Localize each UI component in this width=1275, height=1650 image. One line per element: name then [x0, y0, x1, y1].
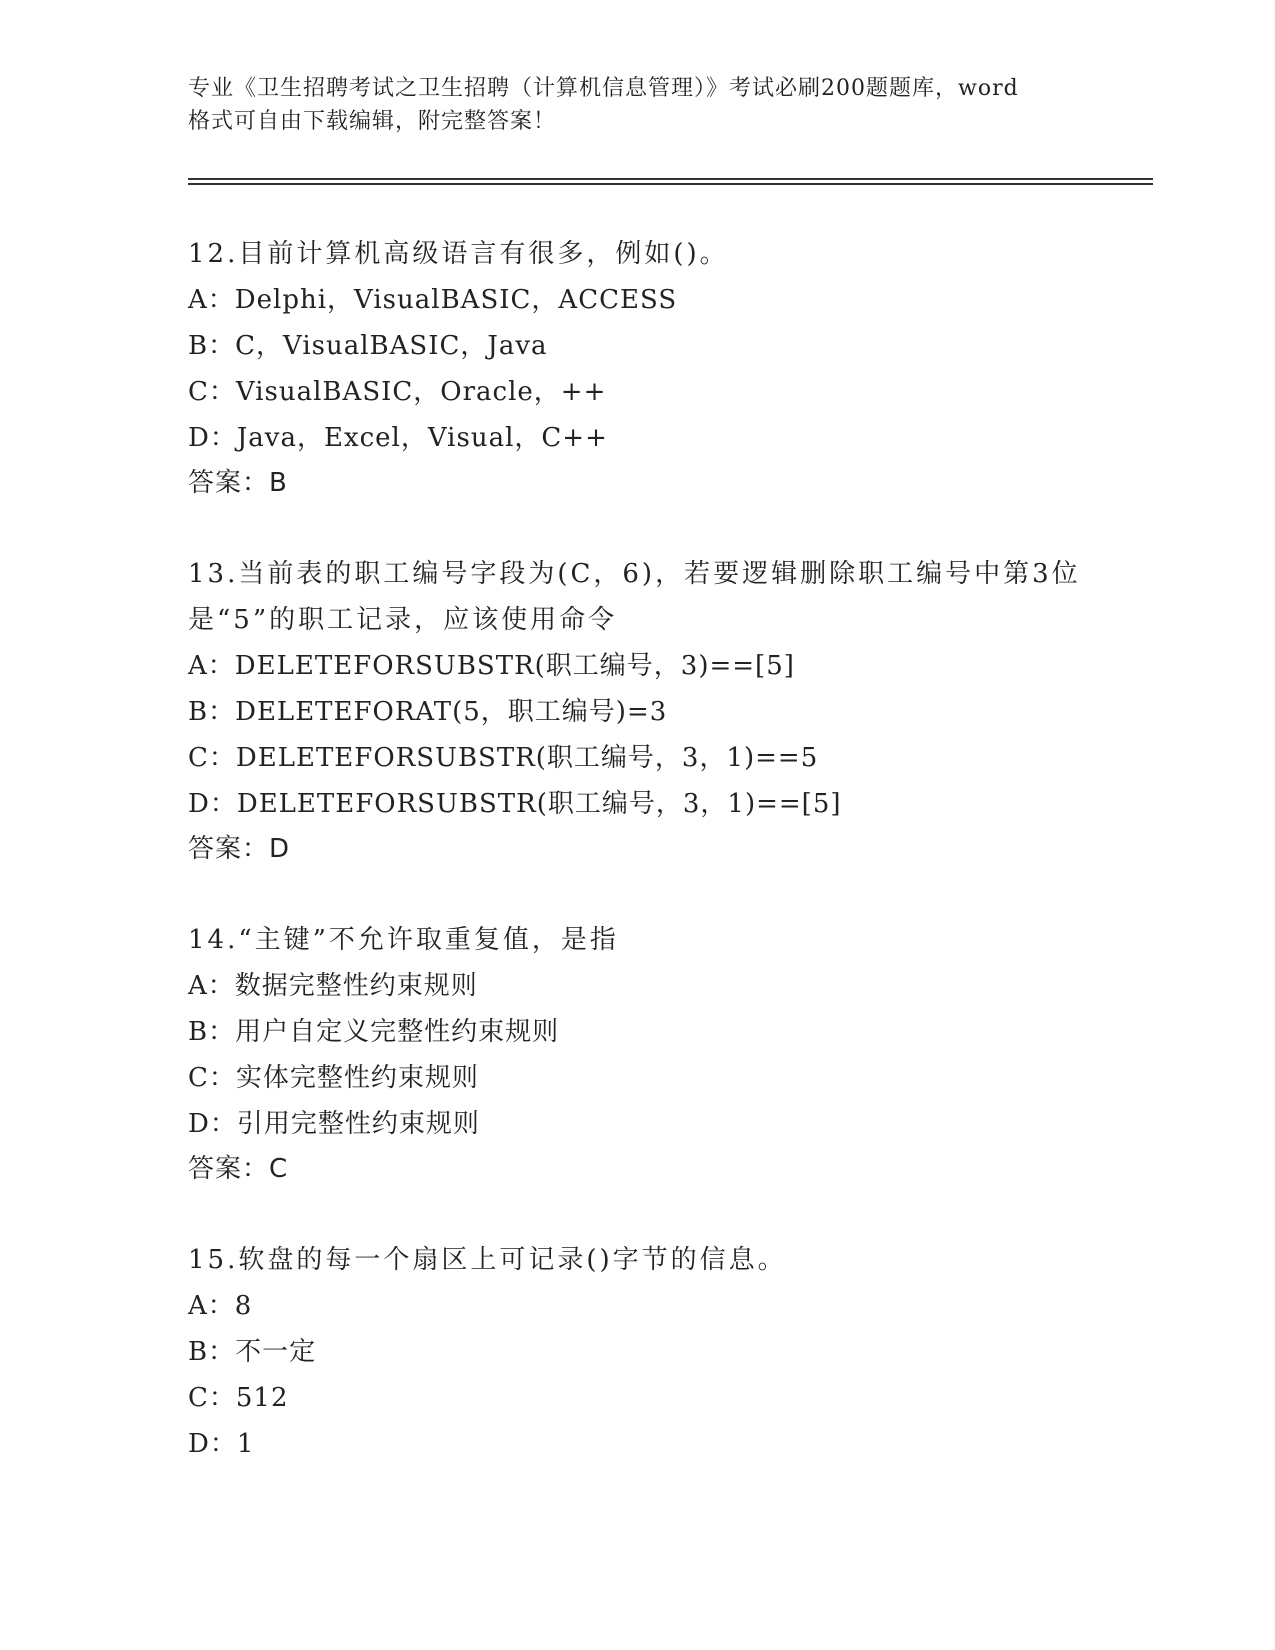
option-d: D：1	[188, 1429, 255, 1459]
option-a: A：8	[188, 1291, 253, 1321]
answer-line: 答案：C	[188, 1154, 289, 1184]
header-line-2: 格式可自由下载编辑，附完整答案！	[188, 109, 557, 134]
question-text: 15.软盘的每一个扇区上可记录()字节的信息。	[188, 1245, 787, 1275]
answer-line: 答案：D	[188, 834, 291, 864]
question-text: 12.目前计算机高级语言有很多，例如()。	[188, 239, 729, 269]
option-a: A：数据完整性约束规则	[188, 971, 478, 1001]
question-text-continued: 是“5”的职工记录，应该使用命令	[188, 605, 618, 635]
question-text: 13.当前表的职工编号字段为(C，6)，若要逻辑删除职工编号中第3位	[188, 559, 1081, 589]
option-c: C：VisualBASIC，Oracle，++	[188, 377, 607, 407]
question-14	[188, 917, 1148, 1191]
option-c: C：实体完整性约束规则	[188, 1063, 479, 1093]
option-a: A：DELETEFORSUBSTR(职工编号，3)==[5]	[188, 651, 795, 681]
option-b: B：C，VisualBASIC，Java	[188, 331, 548, 361]
header-divider-top	[188, 178, 1153, 180]
option-c: C：512	[188, 1383, 289, 1413]
question-15	[188, 1237, 1148, 1467]
option-d: D：Java，Excel，Visual，C++	[188, 423, 608, 453]
question-list	[188, 231, 1148, 1513]
option-b: B：不一定	[188, 1337, 317, 1367]
option-b: B：DELETEFORAT(5，职工编号)=3	[188, 697, 668, 727]
question-13	[188, 551, 1148, 871]
option-d: D：引用完整性约束规则	[188, 1109, 480, 1139]
question-text: 14.“主键”不允许取重复值，是指	[188, 925, 619, 955]
option-d: D：DELETEFORSUBSTR(职工编号，3，1)==[5]	[188, 789, 842, 819]
option-b: B：用户自定义完整性约束规则	[188, 1017, 560, 1047]
option-c: C：DELETEFORSUBSTR(职工编号，3，1)==5	[188, 743, 819, 773]
header-line-1: 专业《卫生招聘考试之卫生招聘（计算机信息管理）》考试必刷200题题库，word	[188, 76, 1019, 101]
document-header	[188, 72, 1088, 138]
answer-line: 答案：B	[188, 468, 288, 498]
header-divider-bottom	[188, 183, 1153, 185]
question-12	[188, 231, 1148, 505]
option-a: A：Delphi，VisualBASIC，ACCESS	[188, 285, 678, 315]
